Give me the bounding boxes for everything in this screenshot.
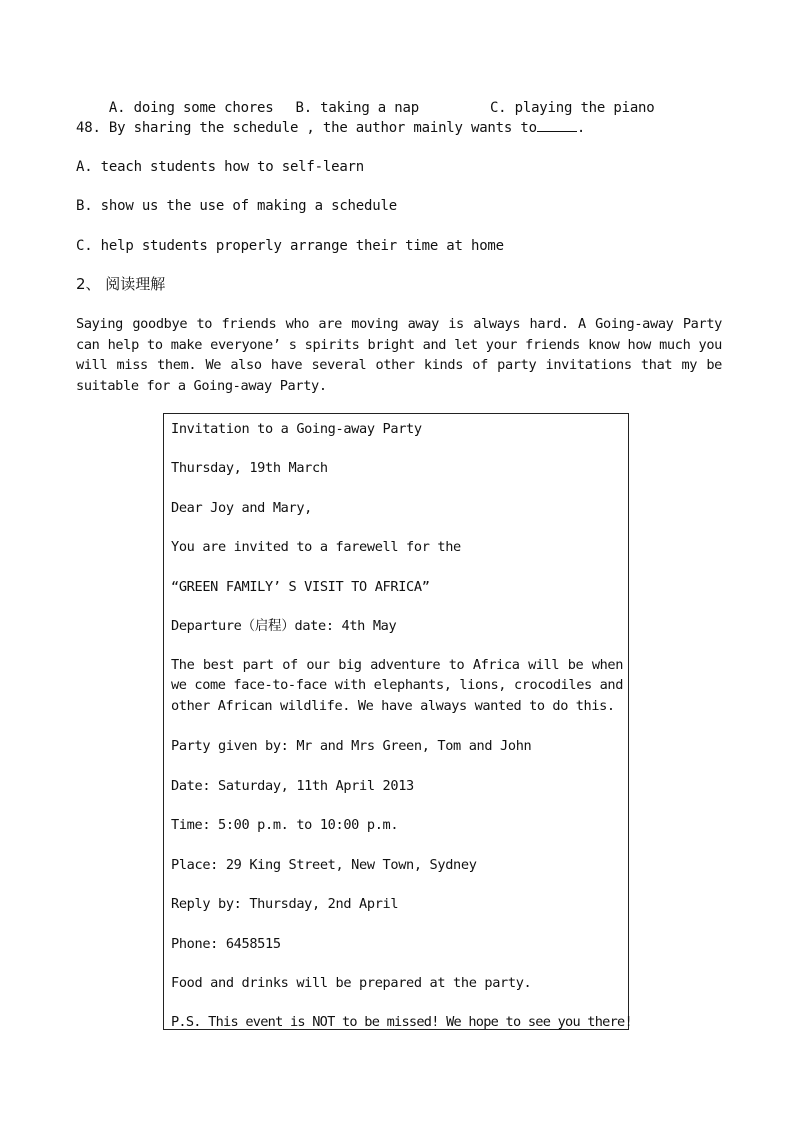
invitation-event-name: “GREEN FAMILY’ S VISIT TO AFRICA”	[171, 579, 430, 595]
invitation-reply: Reply by: Thursday, 2nd April	[171, 896, 399, 912]
q48-stem	[76, 117, 585, 138]
q48-option-a[interactable]: A. teach students how to self-learn	[76, 159, 365, 175]
reading-intro-paragraph: Saying goodbye to friends who are moving away is always hard. A Going-away Party can help to make everyone’ s spirits bright and let your friends know how much you will miss them. We also have several other kinds of party invitations that my be suitable for a Going-away Party.	[76, 316, 722, 394]
invitation-date: Date: Saturday, 11th April 2013	[171, 778, 414, 794]
invitation-greeting: Dear Joy and Mary,	[171, 500, 313, 516]
invitation-phone: Phone: 6458515	[171, 936, 281, 952]
invitation-box	[163, 413, 632, 1030]
section-heading: 2、 阅读理解	[76, 275, 166, 293]
invitation-departure: Departure（启程）date: 4th May	[171, 618, 397, 634]
answer-blank	[537, 117, 577, 132]
invitation-invited-text: You are invited to a farewell for the	[171, 539, 461, 555]
q47-option-c[interactable]: C. playing the piano	[489, 100, 655, 116]
invitation-given-by: Party given by: Mr and Mrs Green, Tom and John	[171, 738, 532, 754]
q48-option-b[interactable]: B. show us the use of making a schedule	[76, 198, 397, 214]
invitation-ps: P.S. This event is NOT to be missed! We hope to see you there!	[171, 1014, 632, 1030]
q47-option-b[interactable]: B. taking a nap	[295, 100, 419, 116]
q47-option-a[interactable]: A. doing some chores	[108, 100, 274, 116]
invitation-food: Food and drinks will be prepared at the party.	[171, 975, 532, 991]
q48-stem-text: 48. By sharing the schedule , the author mainly wants to	[76, 120, 537, 136]
invitation-place: Place: 29 King Street, New Town, Sydney	[171, 857, 477, 873]
invitation-date-line: Thursday, 19th March	[171, 460, 328, 476]
invitation-title: Invitation to a Going-away Party	[171, 421, 422, 437]
q48-option-c[interactable]: C. help students properly arrange their time at home	[76, 238, 504, 254]
invitation-time: Time: 5:00 p.m. to 10:00 p.m.	[171, 817, 399, 833]
q48-stem-end: .	[576, 120, 586, 136]
invitation-description: The best part of our big adventure to Africa will be when we come face-to-face with elephants, lions, crocodiles and other African wildlife. We have always wanted to do this.	[171, 657, 623, 714]
